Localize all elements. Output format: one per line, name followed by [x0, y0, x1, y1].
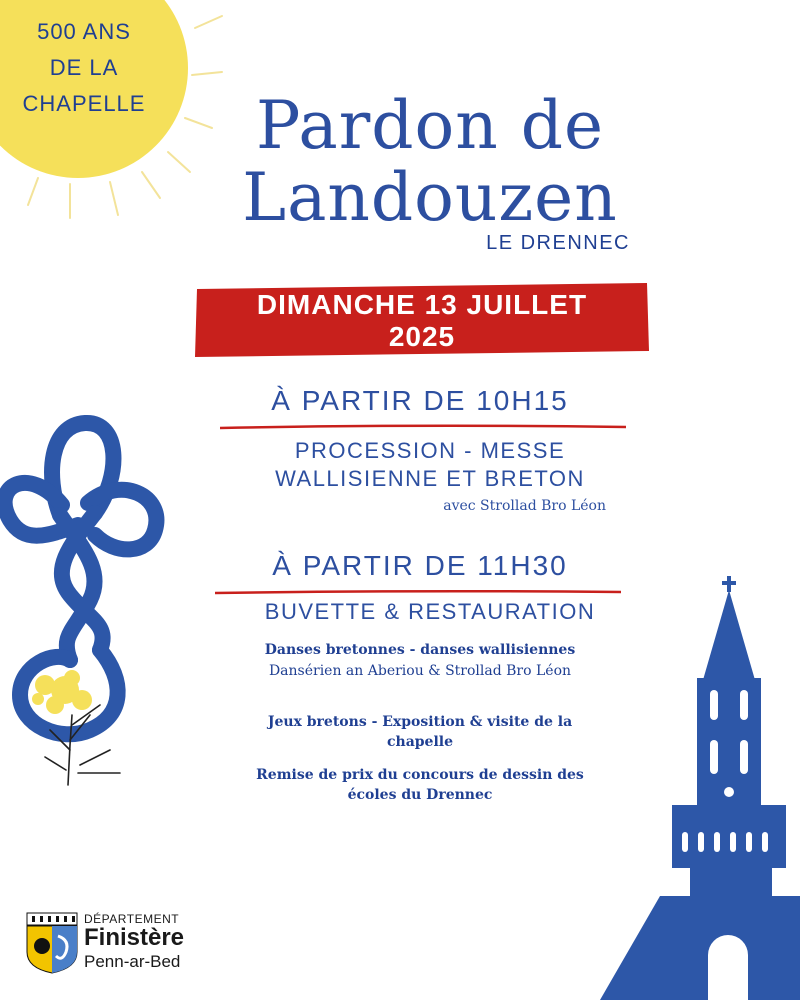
section-time-heading: À PARTIR DE 11H30 — [272, 550, 568, 581]
section-note: avec Strollad Bro Léon — [443, 498, 606, 514]
date-year: 2025 — [388, 321, 456, 352]
program-item: Remise de prix du concours de dessin des écoles du Drennec — [256, 767, 584, 803]
title-line: Landouzen — [242, 159, 618, 236]
finistere-shield-icon — [26, 912, 78, 974]
divider-line — [220, 424, 626, 432]
badge-line: 500 ANS — [37, 19, 131, 44]
program-item: Danses bretonnes - danses wallisiennes — [264, 642, 576, 658]
church-icon — [600, 570, 800, 1000]
title-line: Pardon de — [255, 87, 605, 164]
date-line: DIMANCHE 13 JUILLET — [256, 289, 588, 320]
location-subtitle: LE DRENNEC — [486, 232, 630, 254]
date-banner — [195, 283, 649, 357]
divider-line — [215, 589, 621, 597]
anniversary-badge — [0, 14, 168, 122]
section-event-title — [220, 437, 640, 493]
badge-line: DE LA — [49, 55, 119, 80]
logo-line: Finistère — [84, 924, 185, 951]
program-item: Jeux bretons - Exposition & visite de la chapelle — [267, 714, 573, 750]
logo-line: Penn-ar-Bed — [84, 952, 181, 971]
event-title-line: WALLISIENNE ET BRETON — [275, 466, 585, 491]
event-date — [195, 289, 649, 353]
program-item: Dansérien an Aberiou & Strollad Bro Léon — [268, 663, 572, 679]
logo-line: DÉPARTEMENT — [84, 912, 180, 926]
section-time-heading: À PARTIR DE 10H15 — [271, 385, 569, 416]
department-logo — [26, 910, 206, 980]
section-event-title: BUVETTE & RESTAURATION — [264, 599, 596, 624]
page-title — [200, 87, 660, 236]
event-title-line: PROCESSION - MESSE — [294, 438, 566, 463]
badge-line: CHAPELLE — [22, 91, 146, 116]
celtic-knot-icon — [0, 395, 175, 795]
